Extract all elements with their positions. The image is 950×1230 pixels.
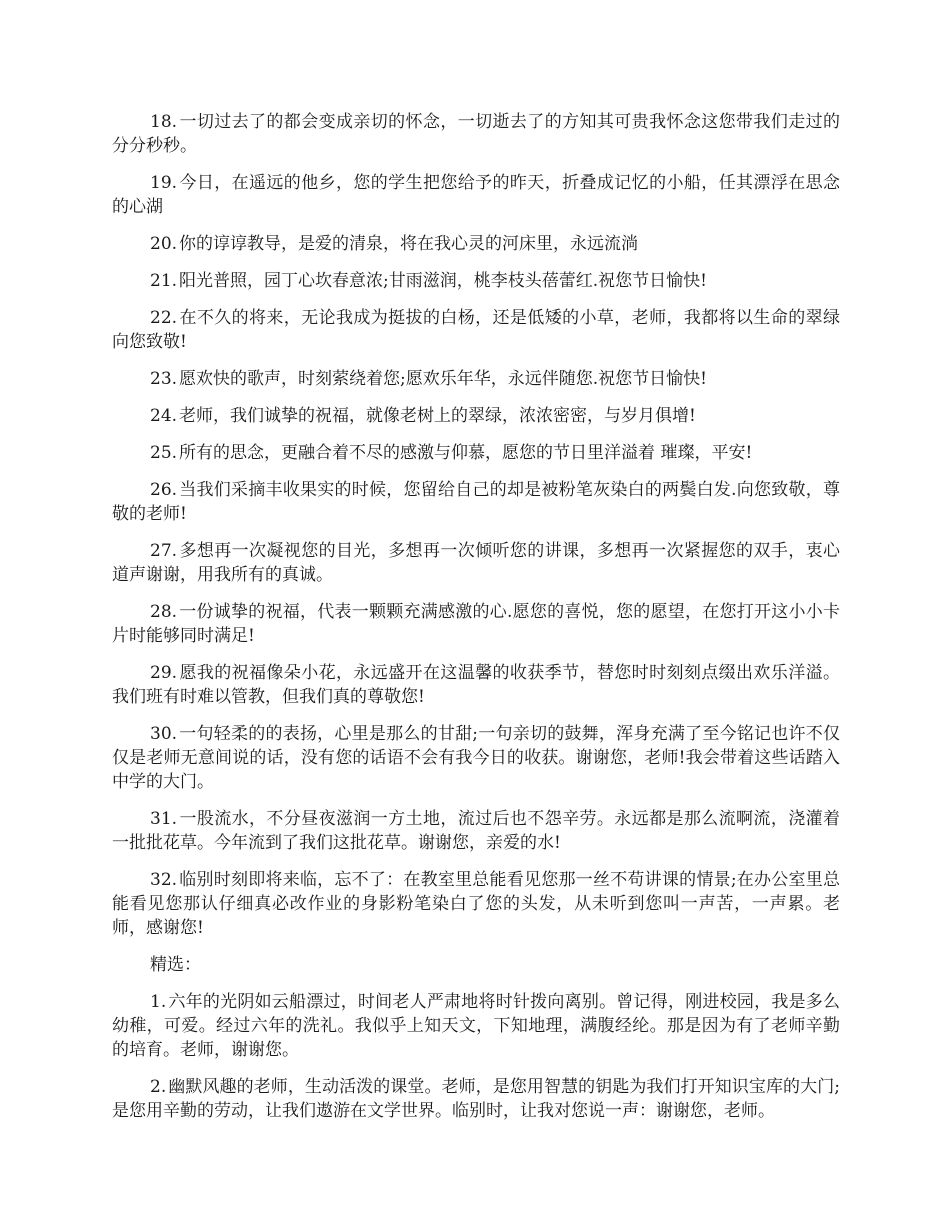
list-item: 29. 愿我的祝福像朵小花，永远盛开在这温馨的收获季节，替您时时刻刻点缀出欢乐洋溢。 我们班有时难以管教，但我们真的尊敬您! (112, 663, 840, 707)
list-item: 22. 在不久的将来，无论我成为挺拔的白杨，还是低矮的小草，老师，我都将以生命的翠绿向您致敬! (112, 308, 840, 352)
list-item: 18. 一切过去了的都会变成亲切的怀念，一切逝去了的方知其可贵我怀念这您带我们走过的分分秒秒。 (112, 112, 840, 156)
list-item: 28. 一份诚挚的祝福，代表一颗颗充满感激的心.愿您的喜悦，您的愿望，在您打开这小小卡片时能够同时满足! (112, 602, 840, 646)
list-item: 21. 阳光普照，园丁心坎春意浓;甘雨滋润，桃李枝头蓓蕾红.祝您节日愉快! (150, 271, 708, 291)
list-item: 1. 六年的光阴如云船漂过，时间老人严肃地将时针拨向离别。曾记得，刚进校园，我是多么幼稚，可爱。经过六年的洗礼。我似乎上知天文，下知地理，满腹经纶。那是因为有了老师辛勤的培育。老师，谢谢您。 (112, 992, 840, 1060)
list-item: 23. 愿欢快的歌声，时刻萦绕着您;愿欢乐年华，永远伴随您.祝您节日愉快! (150, 369, 708, 389)
list-item: 32. 临别时刻即将来临，忘不了：在教室里总能看见您那一丝不苟讲课的情景;在办公室里总能看见您那认仔细真必改作业的身影粉笔染白了您的头发，从未听到您叫一声苦，一声累。老师，感谢您! (112, 870, 840, 938)
list-item: 19. 今日，在遥远的他乡，您的学生把您给予的昨天，折叠成记忆的小船，任其漂浮在思念的心湖 (112, 173, 840, 217)
list-item: 25. 所有的思念，更融合着不尽的感激与仰慕，愿您的节日里洋溢着 璀璨，平安! (150, 443, 753, 463)
document-body (112, 110, 840, 1136)
list-item: 31. 一股流水，不分昼夜滋润一方土地，流过后也不怨辛劳。永远都是那么流啊流，浇灌着一批批花草。今年流到了我们这批花草。谢谢您，亲爱的水! (112, 809, 840, 853)
list-item: 27. 多想再一次凝视您的目光，多想再一次倾听您的讲课，多想再一次紧握您的双手，衷心道声谢谢，用我所有的真诚。 (112, 541, 840, 585)
list-item: 2. 幽默风趣的老师，生动活泼的课堂。老师，是您用智慧的钥匙为我们打开知识宝库的大门;是您用辛勤的劳动，让我们遨游在文学世界。临别时，让我对您说一声：谢谢您，老师。 (112, 1077, 840, 1121)
list-item: 26. 当我们采摘丰收果实的时候，您留给自己的却是被粉笔灰染白的两鬓白发.向您致敬，尊敬的老师! (112, 480, 840, 524)
section-heading: 精选： (150, 955, 201, 975)
list-item: 24. 老师，我们诚挚的祝福，就像老树上的翠绿，浓浓密密，与岁月俱增! (150, 406, 696, 426)
list-item: 20. 你的谆谆教导，是爱的清泉，将在我心灵的河床里，永远流淌 (150, 234, 639, 254)
list-item: 30. 一句轻柔的的表扬，心里是那么的甘甜;一句亲切的鼓舞，浑身充满了至今铭记也许不仅仅是老师无意间说的话，没有您的话语不会有我今日的收获。谢谢您，老师!我会带着这些话踏入中学的大门。 (112, 724, 840, 792)
